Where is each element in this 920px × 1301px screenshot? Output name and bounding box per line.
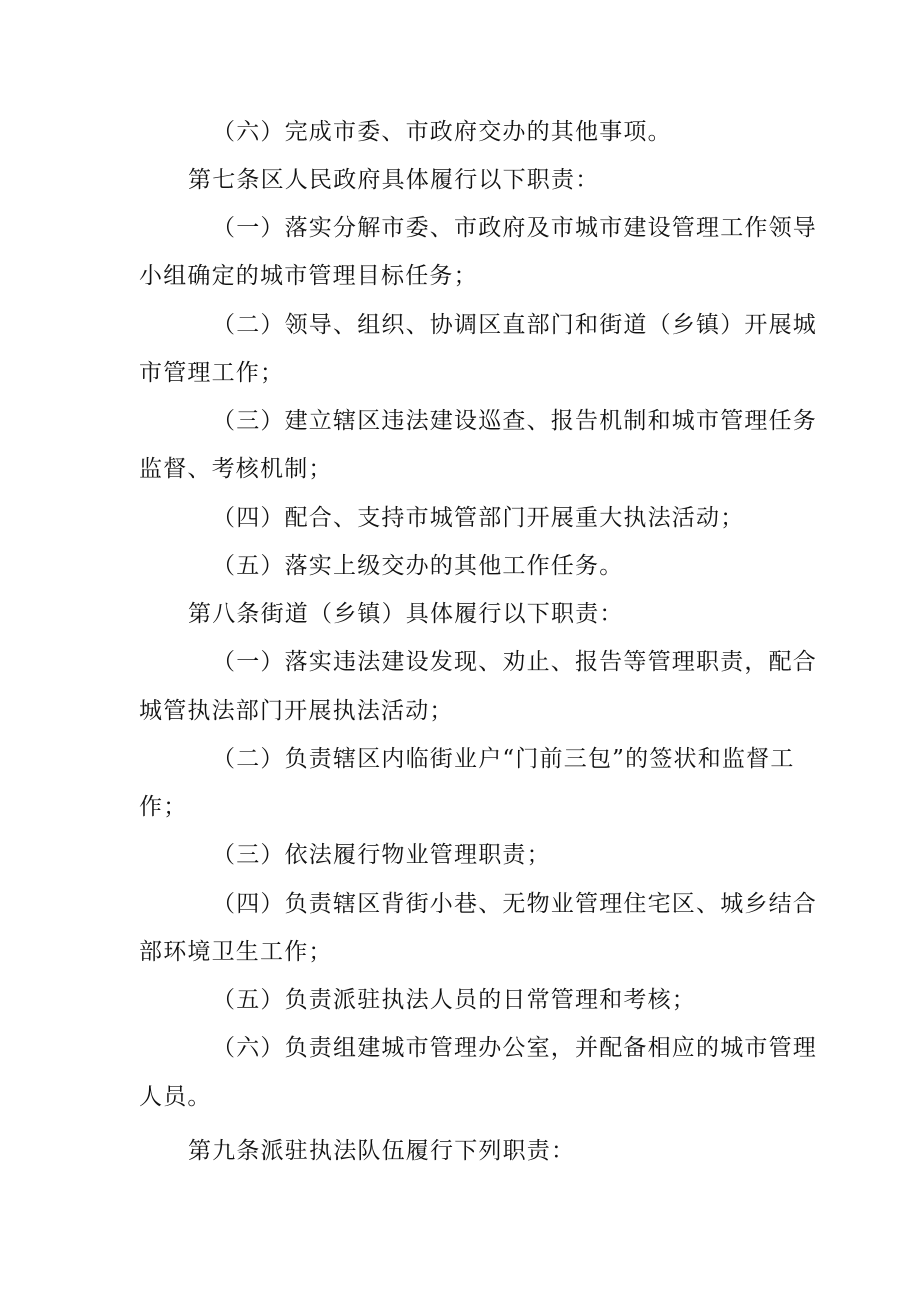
paragraph-line-18: 部环境卫生工作； [139, 939, 333, 965]
article-8-heading: 第八条街道（乡镇）具体履行以下职责： [188, 601, 624, 627]
paragraph-line-16: （三）依法履行物业管理职责； [212, 842, 551, 868]
paragraph-line-12: （一）落实违法建设发现、劝止、报告等管理职责，配合 [212, 649, 817, 675]
paragraph-line-6: 市管理工作； [139, 360, 285, 386]
paragraph-line-14: （二）负责辖区内临街业户“门前三包”的签状和监督工 [212, 746, 795, 772]
paragraph-line-21: 人员。 [139, 1084, 212, 1110]
paragraph-line-5: （二）领导、组织、协调区直部门和街道（乡镇）开展城 [212, 312, 817, 338]
paragraph-line-9: （四）配合、支持市城管部门开展重大执法活动； [212, 505, 745, 531]
paragraph-line-8: 监督、考核机制； [139, 456, 333, 482]
paragraph-line-7: （三）建立辖区违法建设巡查、报告机制和城市管理任务 [212, 408, 817, 434]
paragraph-line-15: 作； [139, 794, 188, 820]
paragraph-line-1: （六）完成市委、市政府交办的其他事项。 [212, 119, 672, 145]
article-7-heading: 第七条区人民政府具体履行以下职责： [188, 167, 600, 193]
paragraph-line-19: （五）负责派驻执法人员的日常管理和考核； [212, 987, 696, 1013]
paragraph-line-20: （六）负责组建城市管理办公室，并配备相应的城市管理 [212, 1035, 817, 1061]
article-9-heading: 第九条派驻执法队伍履行下列职责： [188, 1138, 576, 1164]
paragraph-line-4: 小组确定的城市管理目标任务； [139, 263, 478, 289]
paragraph-line-13: 城管执法部门开展执法活动； [139, 698, 454, 724]
paragraph-line-3: （一）落实分解市委、市政府及市城市建设管理工作领导 [212, 215, 817, 241]
paragraph-line-17: （四）负责辖区背街小巷、无物业管理住宅区、城乡结合 [212, 891, 817, 917]
paragraph-line-10: （五）落实上级交办的其他工作任务。 [212, 553, 624, 579]
